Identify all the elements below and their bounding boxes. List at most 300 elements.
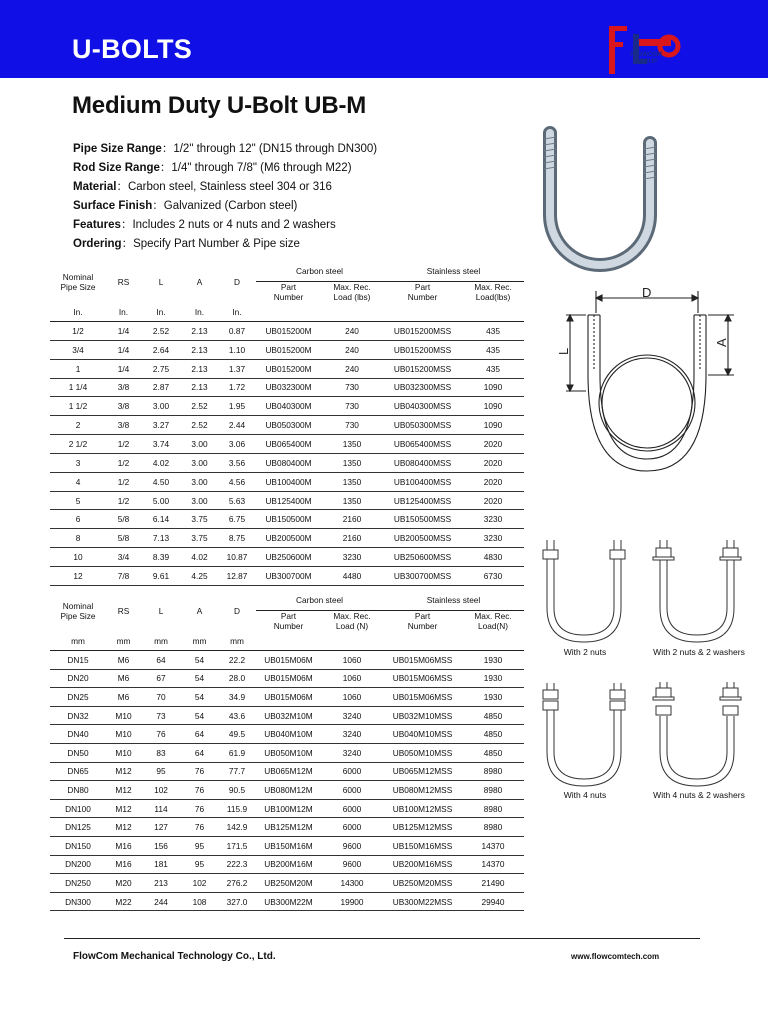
table-cell: UB015M06M	[256, 688, 321, 707]
table-row	[50, 669, 524, 688]
table-cell: 14370	[462, 836, 524, 855]
table-cell: 114	[141, 799, 181, 818]
table-cell: UB080400MSS	[383, 453, 462, 472]
spec-rod-size	[73, 159, 377, 178]
table-cell: UB065M12MSS	[383, 762, 462, 781]
table-cell: 12.87	[218, 566, 256, 585]
table-cell: 1060	[321, 688, 383, 707]
table-cell: 8	[50, 529, 106, 548]
table-cell: DN32	[50, 706, 106, 725]
table-cell: 4	[50, 472, 106, 491]
table-cell: 8.75	[218, 529, 256, 548]
col-l-header: L	[158, 276, 164, 287]
table-cell: 6000	[321, 799, 383, 818]
table-cell: 3.74	[141, 435, 181, 454]
table-cell: DN250	[50, 874, 106, 893]
table-cell: 2 1/2	[50, 435, 106, 454]
table-cell: 3/8	[106, 378, 141, 397]
max-load-header: Max. Rec. Load(lbs)	[474, 282, 512, 302]
table-cell: UB015M06M	[256, 651, 321, 670]
table-cell: 4830	[462, 548, 524, 567]
unit-cell: mm	[50, 631, 106, 651]
table-row	[50, 416, 524, 435]
table-cell: 34.9	[218, 688, 256, 707]
table-cell: UB200M16M	[256, 855, 321, 874]
table-cell: 28.0	[218, 669, 256, 688]
table-row	[50, 566, 524, 585]
table-cell: 76	[181, 818, 218, 837]
table-cell: UB040M10MSS	[383, 725, 462, 744]
table-cell: 102	[141, 781, 181, 800]
table-cell: 2160	[321, 529, 383, 548]
table-cell: 8980	[462, 762, 524, 781]
table-row	[50, 397, 524, 416]
table-cell: M12	[106, 818, 141, 837]
table-cell: M16	[106, 855, 141, 874]
spec-sep: ：	[116, 181, 128, 193]
unit-cell: In.	[218, 302, 256, 322]
page-title: Medium Duty U-Bolt UB-M	[72, 92, 367, 119]
table-cell: 276.2	[218, 874, 256, 893]
table-cell: 1930	[462, 688, 524, 707]
table-cell: DN125	[50, 818, 106, 837]
table-cell: 14300	[321, 874, 383, 893]
table-cell: 2.13	[181, 378, 218, 397]
spec-value: Specify Part Number & Pipe size	[133, 238, 300, 250]
table-cell: 49.5	[218, 725, 256, 744]
col-d-header: D	[234, 605, 240, 616]
table-cell: 6	[50, 510, 106, 529]
table-row	[50, 725, 524, 744]
table-row	[50, 548, 524, 567]
table-cell: UB015200M	[256, 322, 321, 341]
table-cell: 8980	[462, 799, 524, 818]
table-row	[50, 378, 524, 397]
table-cell: 435	[462, 322, 524, 341]
table-cell: 6.75	[218, 510, 256, 529]
table-cell: 327.0	[218, 892, 256, 911]
max-load-header: Max. Rec. Load(N)	[474, 611, 512, 631]
table-cell: 0.87	[218, 322, 256, 341]
table-cell: UB300M22M	[256, 892, 321, 911]
unit-cell: mm	[218, 631, 256, 651]
table-cell: UB040300MSS	[383, 397, 462, 416]
table-cell: 95	[141, 762, 181, 781]
inch-dimension-table	[50, 261, 524, 586]
spec-list	[73, 140, 377, 254]
table-cell: 76	[181, 781, 218, 800]
table-cell: UB015M06M	[256, 669, 321, 688]
table-cell: 70	[141, 688, 181, 707]
table-row	[50, 472, 524, 491]
table-cell: 3.00	[181, 435, 218, 454]
table-cell: 435	[462, 359, 524, 378]
part-number-header: Part Number	[273, 282, 304, 302]
table-cell: 1/2	[50, 322, 106, 341]
table-cell: 156	[141, 836, 181, 855]
table-cell: UB032300MSS	[383, 378, 462, 397]
table-cell: 83	[141, 743, 181, 762]
table-cell: UB250M20M	[256, 874, 321, 893]
table-row	[50, 491, 524, 510]
table-cell: 3240	[321, 725, 383, 744]
spec-value: Carbon steel, Stainless steel 304 or 316	[127, 181, 332, 193]
table-cell: 12	[50, 566, 106, 585]
dim-label-d: D	[642, 285, 652, 300]
footer-company: FlowCom Mechanical Technology Co., Ltd.	[73, 951, 276, 962]
table-cell: 2.44	[218, 416, 256, 435]
table-cell: 95	[181, 836, 218, 855]
table-row	[50, 688, 524, 707]
spec-value: 1/2" through 12" (DN15 through DN300)	[173, 143, 378, 155]
table-cell: UB200500M	[256, 529, 321, 548]
col-rs-header: RS	[117, 276, 130, 287]
table-cell: 240	[321, 340, 383, 359]
unit-cell: In.	[141, 302, 181, 322]
table-cell: 54	[181, 706, 218, 725]
spec-value: Galvanized (Carbon steel)	[163, 200, 298, 212]
table-cell: 2.52	[181, 397, 218, 416]
table-cell: 2.13	[181, 322, 218, 341]
table-cell: 4850	[462, 725, 524, 744]
table-cell: M6	[106, 688, 141, 707]
table-cell: 19900	[321, 892, 383, 911]
table-cell: 3.75	[181, 529, 218, 548]
spec-label: Ordering	[73, 238, 122, 250]
table-cell: 1/2	[106, 453, 141, 472]
table-cell: 21490	[462, 874, 524, 893]
table-cell: DN200	[50, 855, 106, 874]
table-cell: 8.39	[141, 548, 181, 567]
col-nominal-header: Nominal Pipe Size	[60, 600, 96, 621]
variant-4-nuts-drawing	[537, 682, 632, 792]
table-cell: 3.27	[141, 416, 181, 435]
table-cell: 2	[50, 416, 106, 435]
table-row	[50, 874, 524, 893]
table-cell: DN65	[50, 762, 106, 781]
table-cell: 90.5	[218, 781, 256, 800]
table-cell: DN50	[50, 743, 106, 762]
carbon-steel-header: Carbon steel	[256, 261, 383, 282]
table-cell: DN15	[50, 651, 106, 670]
table-cell: 2020	[462, 472, 524, 491]
flowcom-logo	[603, 22, 683, 78]
table-cell: 1350	[321, 491, 383, 510]
table-cell: 95	[181, 855, 218, 874]
table-cell: UB040M10M	[256, 725, 321, 744]
table-row	[50, 855, 524, 874]
spec-ordering	[73, 235, 377, 254]
table-cell: UB065400MSS	[383, 435, 462, 454]
table-cell: UB032M10M	[256, 706, 321, 725]
table-cell: 4.02	[181, 548, 218, 567]
table-cell: 1350	[321, 453, 383, 472]
table-cell: UB300700MSS	[383, 566, 462, 585]
table-cell: UB015M06MSS	[383, 669, 462, 688]
table-cell: UB080M12M	[256, 781, 321, 800]
spec-label: Pipe Size Range	[73, 143, 162, 155]
table-cell: UB032M10MSS	[383, 706, 462, 725]
table-cell: UB050300MSS	[383, 416, 462, 435]
col-a-header: A	[196, 276, 203, 287]
table-cell: 22.2	[218, 651, 256, 670]
table-cell: 213	[141, 874, 181, 893]
table-cell: 7/8	[106, 566, 141, 585]
spec-sep: ：	[161, 143, 174, 155]
table-cell: 1.10	[218, 340, 256, 359]
dim-label-l: L	[556, 347, 571, 355]
table-cell: UB125M12MSS	[383, 818, 462, 837]
table-cell: M12	[106, 799, 141, 818]
part-number-header: Part Number	[407, 611, 438, 631]
table-cell: DN100	[50, 799, 106, 818]
table-cell: UB015200MSS	[383, 359, 462, 378]
table-cell: 1/2	[106, 491, 141, 510]
spec-value: 1/4" through 7/8" (M6 through M22)	[171, 162, 352, 174]
table-cell: 2.87	[141, 378, 181, 397]
table-cell: 2020	[462, 435, 524, 454]
footer-website: www.flowcomtech.com	[571, 952, 660, 961]
table-cell: 54	[181, 651, 218, 670]
table-cell: UB050M10MSS	[383, 743, 462, 762]
table-cell: 2.52	[141, 322, 181, 341]
table-cell: 3.00	[181, 491, 218, 510]
variant-caption: With 2 nuts & 2 washers	[653, 647, 745, 657]
table-cell: 1 1/2	[50, 397, 106, 416]
table-cell: 2.64	[141, 340, 181, 359]
spec-sep: ：	[159, 162, 172, 174]
table-cell: 1/4	[106, 359, 141, 378]
table-cell: UB125400MSS	[383, 491, 462, 510]
table-cell: UB015200MSS	[383, 322, 462, 341]
table-cell: 1.72	[218, 378, 256, 397]
table-cell: UB200500MSS	[383, 529, 462, 548]
col-a-header: A	[196, 605, 203, 616]
table-cell: DN300	[50, 892, 106, 911]
table-cell: 3.75	[181, 510, 218, 529]
unit-cell: mm	[106, 631, 141, 651]
table-cell: 142.9	[218, 818, 256, 837]
table-row	[50, 818, 524, 837]
part-number-header: Part Number	[407, 282, 438, 302]
table-cell: 115.9	[218, 799, 256, 818]
table-cell: UB200M16MSS	[383, 855, 462, 874]
table-cell: 5/8	[106, 529, 141, 548]
variant-4-nuts-2-washers-drawing	[650, 682, 745, 792]
table-cell: UB050300M	[256, 416, 321, 435]
table-cell: 1 1/4	[50, 378, 106, 397]
table-cell: 61.9	[218, 743, 256, 762]
table-cell: 9600	[321, 855, 383, 874]
table-row	[50, 781, 524, 800]
table-cell: 54	[181, 688, 218, 707]
spec-sep: ：	[152, 200, 164, 212]
table-cell: 1090	[462, 397, 524, 416]
table-cell: M12	[106, 781, 141, 800]
table-cell: 108	[181, 892, 218, 911]
table-cell: 2160	[321, 510, 383, 529]
table-cell: 3	[50, 453, 106, 472]
col-l-header: L	[158, 605, 164, 616]
table-row	[50, 340, 524, 359]
unit-cell: In.	[181, 302, 218, 322]
table-cell: 3240	[321, 706, 383, 725]
table-cell: 4.25	[181, 566, 218, 585]
table-cell: 1/2	[106, 472, 141, 491]
spec-label: Features	[73, 219, 121, 231]
variant-2-nuts-drawing	[537, 538, 632, 648]
table-cell: 3/8	[106, 397, 141, 416]
spec-sep: ：	[120, 219, 133, 231]
table-cell: M6	[106, 651, 141, 670]
table-cell: 76	[181, 762, 218, 781]
spec-pipe-size	[73, 140, 377, 159]
stainless-steel-header: Stainless steel	[383, 590, 524, 611]
table-cell: 5/8	[106, 510, 141, 529]
table-row	[50, 322, 524, 341]
table-cell: UB065M12M	[256, 762, 321, 781]
table-cell: 3/8	[106, 416, 141, 435]
carbon-steel-header: Carbon steel	[256, 590, 383, 611]
table-cell: 1.37	[218, 359, 256, 378]
table-cell: UB100400MSS	[383, 472, 462, 491]
table-cell: UB250600MSS	[383, 548, 462, 567]
table-cell: UB100400M	[256, 472, 321, 491]
table-cell: 6000	[321, 762, 383, 781]
table-cell: 9600	[321, 836, 383, 855]
table-cell: 4480	[321, 566, 383, 585]
table-cell: 3.00	[181, 472, 218, 491]
table-cell: 3.06	[218, 435, 256, 454]
spec-value: Includes 2 nuts or 4 nuts and 2 washers	[132, 219, 336, 231]
table-cell: 730	[321, 416, 383, 435]
table-cell: UB050M10M	[256, 743, 321, 762]
table-row	[50, 359, 524, 378]
table-row	[50, 743, 524, 762]
table-cell: 43.6	[218, 706, 256, 725]
table-cell: 77.7	[218, 762, 256, 781]
table-cell: 3230	[462, 529, 524, 548]
table-cell: M10	[106, 706, 141, 725]
table-cell: 4.02	[141, 453, 181, 472]
table-cell: M10	[106, 743, 141, 762]
table-row	[50, 762, 524, 781]
table-cell: 8980	[462, 818, 524, 837]
table-cell: UB150500M	[256, 510, 321, 529]
table-row	[50, 453, 524, 472]
table-cell: UB080400M	[256, 453, 321, 472]
table-cell: 64	[181, 725, 218, 744]
table-cell: 244	[141, 892, 181, 911]
table-cell: 4.50	[141, 472, 181, 491]
unit-cell: In.	[50, 302, 106, 322]
variant-caption: With 4 nuts	[563, 790, 607, 800]
table-cell: 3.56	[218, 453, 256, 472]
spec-surface-finish	[73, 197, 377, 216]
ubolt-product-image	[530, 125, 670, 275]
table-cell: 10	[50, 548, 106, 567]
table-cell: 6000	[321, 818, 383, 837]
table-row	[50, 529, 524, 548]
table-cell: 6.14	[141, 510, 181, 529]
table-cell: M10	[106, 725, 141, 744]
table-cell: 1060	[321, 651, 383, 670]
table-cell: UB250600M	[256, 548, 321, 567]
table-cell: 1930	[462, 669, 524, 688]
table-cell: 730	[321, 397, 383, 416]
table-cell: 1.95	[218, 397, 256, 416]
table-cell: 4850	[462, 706, 524, 725]
dim-label-a: A	[714, 338, 729, 347]
table-cell: 76	[181, 799, 218, 818]
table-cell: 1090	[462, 378, 524, 397]
table-cell: UB032300M	[256, 378, 321, 397]
table-cell: UB015M06MSS	[383, 651, 462, 670]
table-cell: 76	[141, 725, 181, 744]
table-cell: 5.63	[218, 491, 256, 510]
table-cell: 29940	[462, 892, 524, 911]
table-cell: 73	[141, 706, 181, 725]
table-cell: 222.3	[218, 855, 256, 874]
table-cell: 1/4	[106, 340, 141, 359]
table-cell: 1930	[462, 651, 524, 670]
table-cell: UB150M16M	[256, 836, 321, 855]
table-cell: 2.13	[181, 359, 218, 378]
table-cell: UB100M12M	[256, 799, 321, 818]
table-cell: 67	[141, 669, 181, 688]
table-row	[50, 892, 524, 911]
table-cell: 64	[141, 651, 181, 670]
table-cell: 3/4	[106, 548, 141, 567]
table-cell: 2.52	[181, 416, 218, 435]
variant-2-nuts-2-washers-drawing	[650, 538, 745, 648]
table-row	[50, 836, 524, 855]
table-cell: M20	[106, 874, 141, 893]
table-cell: UB015200MSS	[383, 340, 462, 359]
table-cell: DN20	[50, 669, 106, 688]
col-nominal-header: Nominal Pipe Size	[60, 271, 96, 292]
table-cell: 5.00	[141, 491, 181, 510]
table-cell: UB040300M	[256, 397, 321, 416]
table-cell: UB150M16MSS	[383, 836, 462, 855]
table-cell: UB015200M	[256, 340, 321, 359]
table-cell: 181	[141, 855, 181, 874]
table-cell: 2.75	[141, 359, 181, 378]
variant-caption: With 4 nuts & 2 washers	[653, 790, 745, 800]
table-cell: 2.13	[181, 340, 218, 359]
table-cell: 240	[321, 322, 383, 341]
spec-label: Rod Size Range	[73, 162, 160, 174]
ubolt-dimension-diagram	[538, 283, 743, 478]
table-cell: UB015M06MSS	[383, 688, 462, 707]
table-cell: M6	[106, 669, 141, 688]
table-cell: UB150500MSS	[383, 510, 462, 529]
table-cell: UB125400M	[256, 491, 321, 510]
unit-cell: In.	[106, 302, 141, 322]
table-cell: DN150	[50, 836, 106, 855]
table-cell: 435	[462, 340, 524, 359]
table-cell: 1060	[321, 669, 383, 688]
table-cell: UB300700M	[256, 566, 321, 585]
unit-cell: mm	[181, 631, 218, 651]
table-row	[50, 651, 524, 670]
variant-caption: With 2 nuts	[563, 647, 607, 657]
table-cell: UB250M20MSS	[383, 874, 462, 893]
table-cell: 1350	[321, 435, 383, 454]
table-row	[50, 799, 524, 818]
part-number-header: Part Number	[273, 611, 304, 631]
spec-material	[73, 178, 377, 197]
